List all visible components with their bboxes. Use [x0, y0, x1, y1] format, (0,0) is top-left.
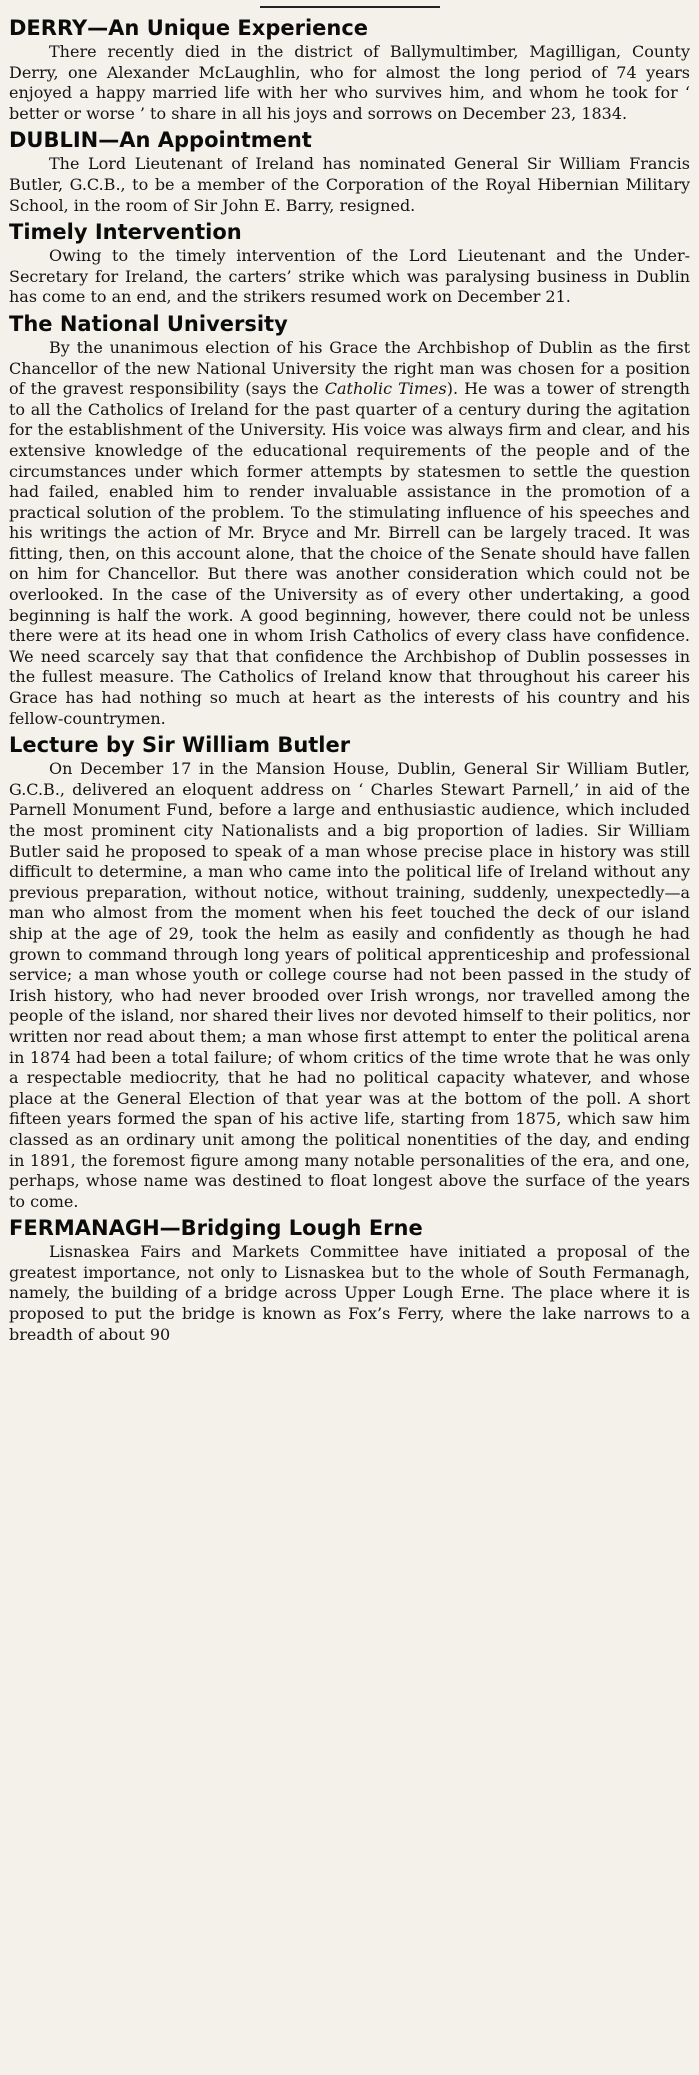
article-body: On December 17 in the Mansion House, Dublin, General Sir William Butler, G.C.B., delivered an eloquent address on ‘ Charles Stewart Parnell,’ in aid of the Parnell Monument Fund, before a large and enthusiastic audience, which included the most prominent city Nationalists and a big proportion of ladies. Sir William Butler said he proposed to speak of a man whose precise place in history was still difficult to determine, a man who came into the political life of Ireland without any previous preparation, without notice, without training, suddenly, unexpectedly—a man who almost from the moment when his feet touched the deck of our island ship at the age of 29, took the helm as easily and confidently as though he had grown to command through long years of political apprenticeship and professional service; a man whose youth or college course had not been passed in the study of Irish history, who had never brooded over Irish wrongs, nor travelled among the people of the island, nor shared their lives nor devoted himself to their politics, nor written nor read about them; a man whose first attempt to enter the political arena in 1874 had been a total failure; of whom critics of the time wrote that he was only a respectable mediocrity, that he had no political capacity whatever, and whose place at the General Election of that year was at the bottom of the poll. A short fifteen years formed the span of his active life, starting from 1875, which saw him classed as an ordinary unit among the political nonentities of the day, and ending in 1891, the foremost figure among many notable personalities of the era, and one, perhaps, whose name was destined to float longest above the surface of the years to come.: [9, 759, 690, 1211]
article-national-university: [9, 312, 690, 729]
body-text: ). He was a tower of strength to all the Catholics of Ireland for the past quarter of a century during the agitation for the establishment of the University. His voice was always firm and clear, and his extensive knowledge of the educational requirements of the people and of the circumstances under which former attempts by statesmen to settle the question had failed, enabled him to render invaluable assistance in the promotion of a practical solution of the problem. To the stimulating influence of his speeches and his writings the action of Mr. Bryce and Mr. Birrell can be largely traced. It was fitting, then, on this account alone, that the choice of the Senate should have fallen on him for Chancellor. But there was another consideration which could not be overlooked. In the case of the University as of every other undertaking, a good beginning is half the work. A good beginning, however, there could not be unless there were at its head one in whom Irish Catholics of every class have confidence. We need scarcely say that that confidence the Archbishop of Dublin possesses in the fullest measure. The Catholics of Ireland know that throughout his career his Grace has had nothing so much at heart as the interests of his country and his fellow-countrymen.: [9, 379, 690, 728]
article-dublin: [9, 128, 690, 216]
article-title: The National University: [9, 311, 288, 336]
article-body: The Lord Lieutenant of Ireland has nominated General Sir William Francis Butler, G.C.B., to be a member of the Corporation of the Royal Hibernian Military School, in the room of Sir John E. Barry, resigned.: [9, 154, 690, 215]
article-timely-intervention: [9, 220, 690, 308]
article-body: Owing to the timely intervention of the Lord Lieutenant and the Under-Secretary for Ireland, the carters’ strike which was paralysing business in Dublin has come to an end, and the strikers resumed work on December 21.: [9, 246, 690, 307]
article-derry: [9, 16, 690, 124]
article-title: Lecture by Sir William Butler: [9, 733, 351, 758]
article-lecture: [9, 733, 690, 1212]
publication-name: Catholic Times: [324, 379, 447, 399]
article-body: There recently died in the district of Ballymultimber, Magilligan, County Derry, one Alexander McLaughlin, who for almost the long period of 74 years enjoyed a happy married life with her who survives him, and whom he took for ‘ better or worse ’ to share in all his joys and sorrows on December 23, 1834.: [9, 42, 690, 123]
article-title: FERMANAGH—Bridging Lough Erne: [9, 1216, 423, 1241]
article-title: Timely Intervention: [9, 220, 242, 245]
top-rule: [260, 6, 440, 8]
article-title: DERRY—An Unique Experience: [9, 16, 369, 40]
article-fermanagh: [9, 1216, 690, 1345]
body-text: By the unanimous election of his Grace the Archbishop of Dublin as the first Chancellor of the new National University the right man was chosen for a position of the gravest responsibility (says the: [9, 337, 690, 399]
article-body: [9, 338, 690, 729]
article-title: DUBLIN—An Appointment: [9, 128, 312, 153]
article-body: Lisnaskea Fairs and Markets Committee have initiated a proposal of the greatest importance, not only to Lisnaskea but to the whole of South Fermanagh, namely, the building of a bridge across Upper Lough Erne. The place where it is proposed to put the bridge is known as Fox’s Ferry, where the lake narrows to a breadth of about 90: [9, 1242, 690, 1344]
